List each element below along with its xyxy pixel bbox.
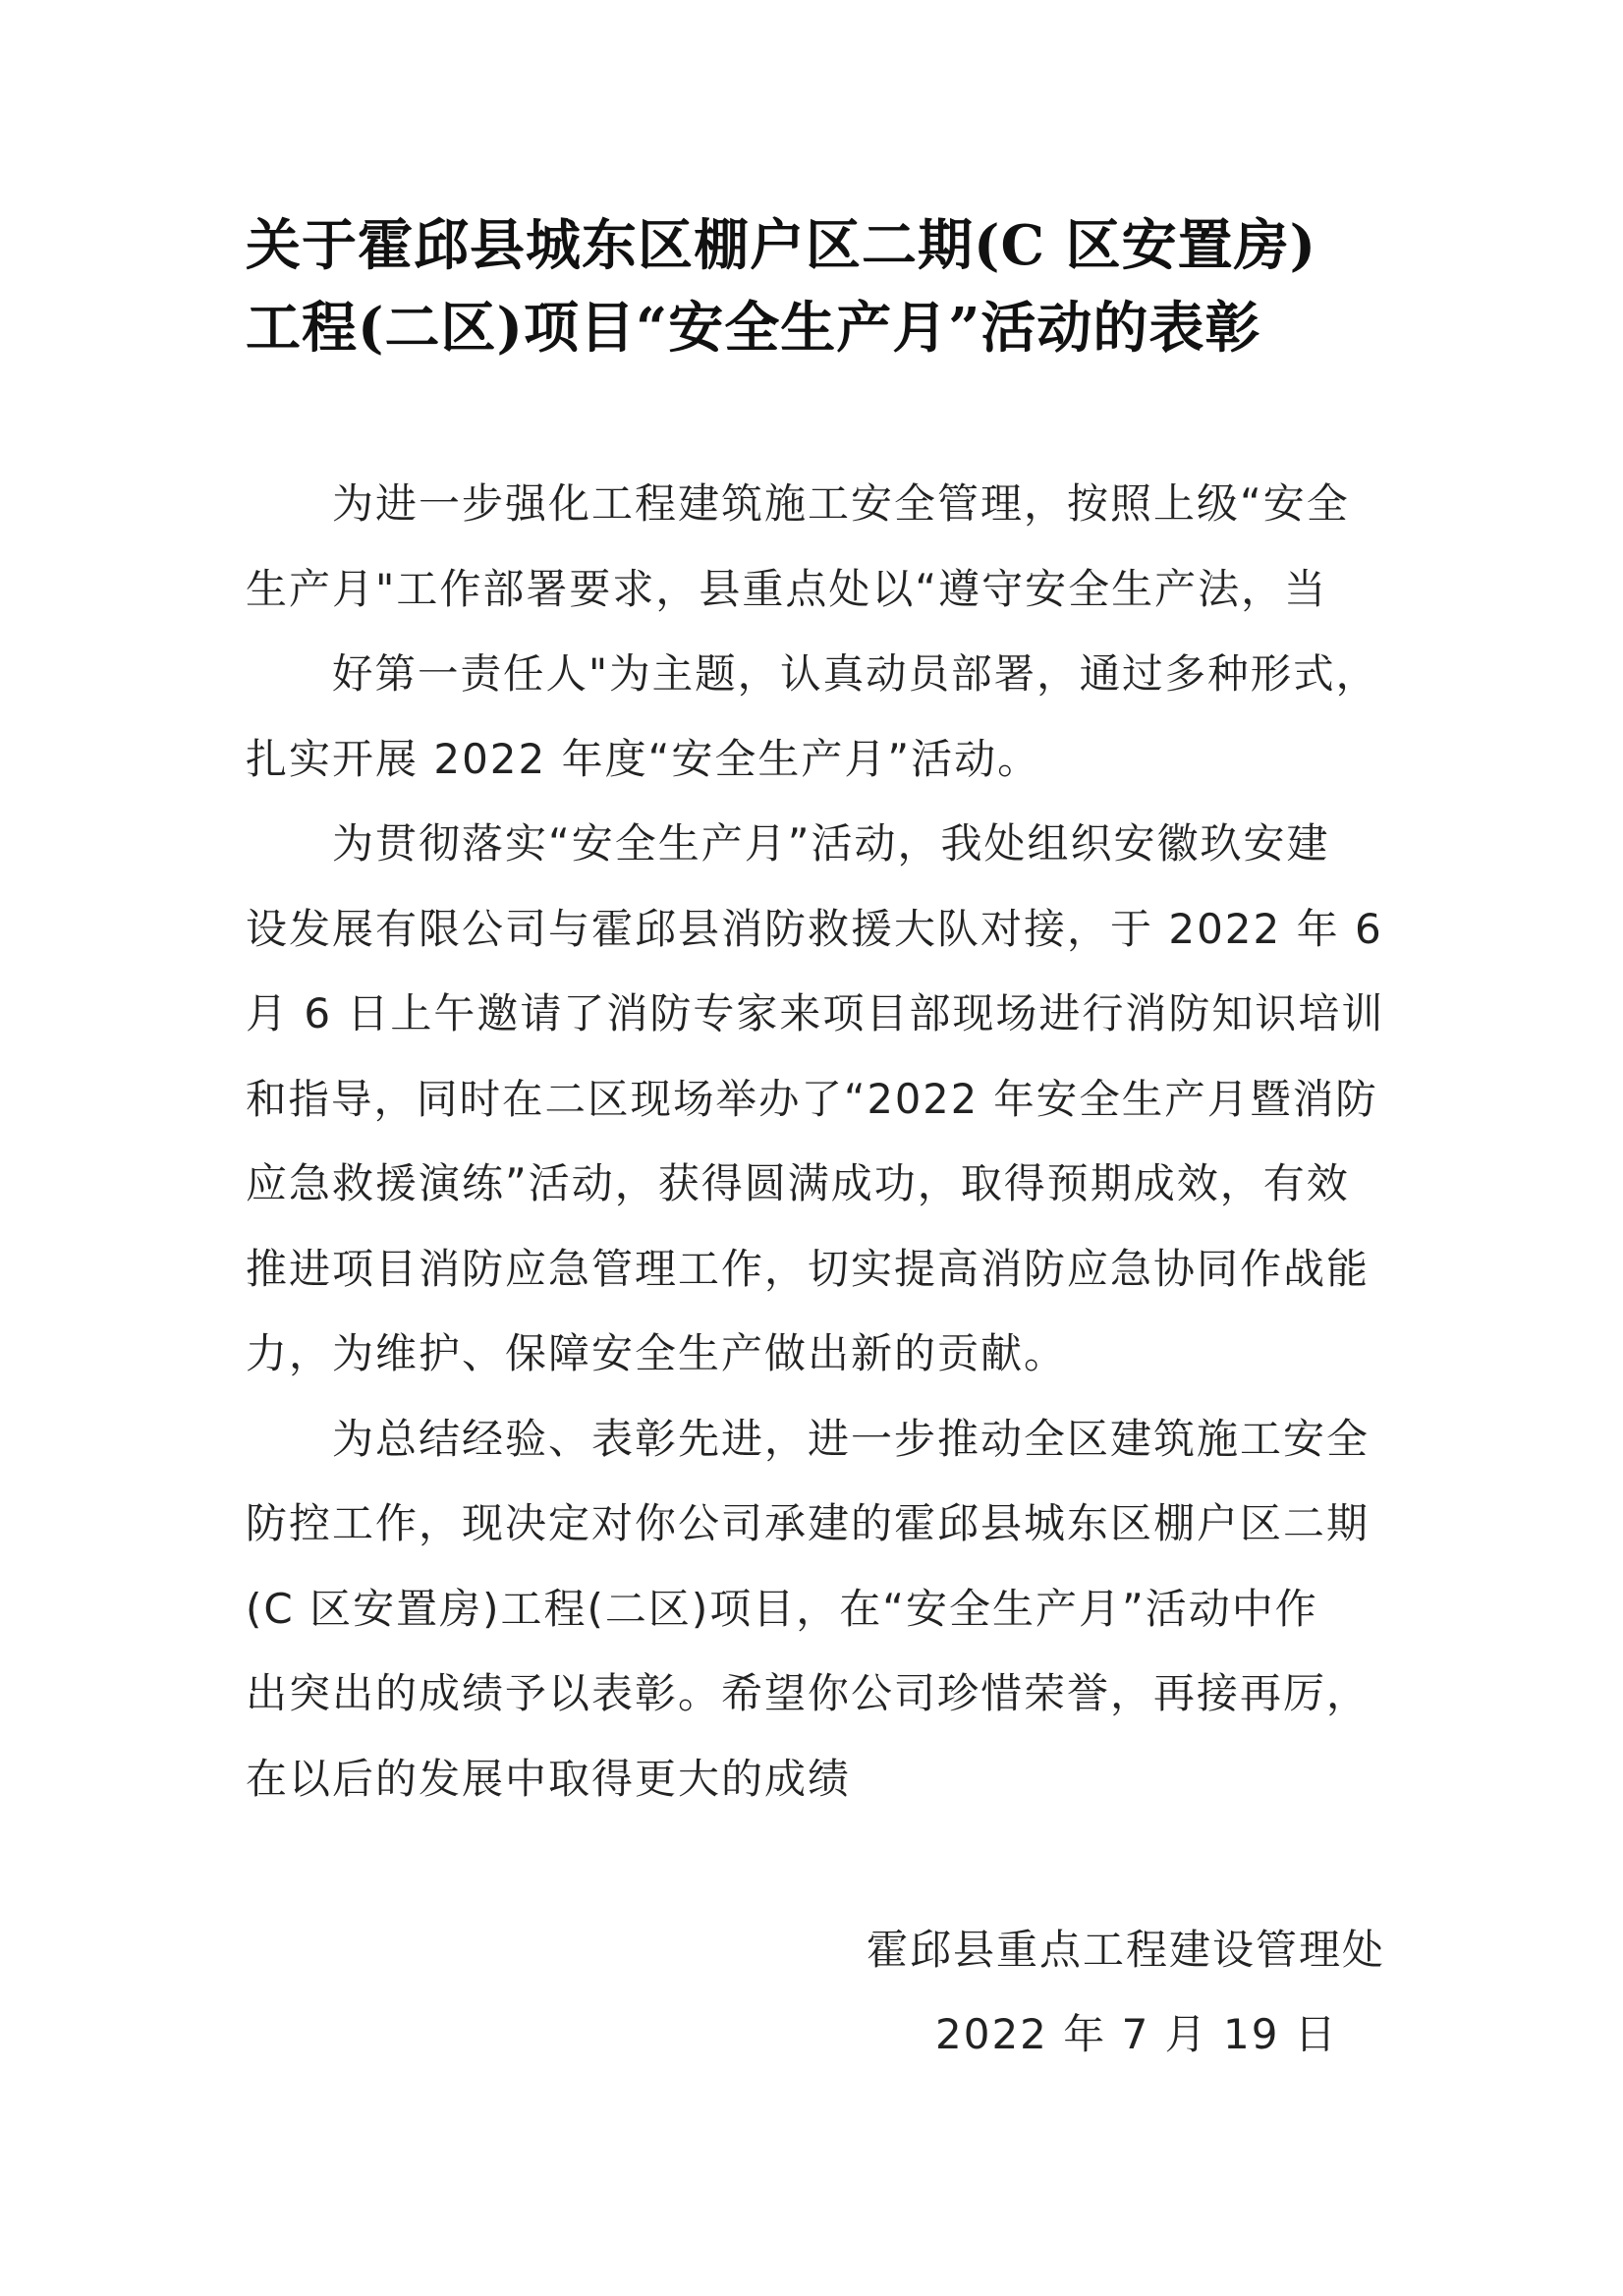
body-text-line: 防控工作，现决定对你公司承建的霍邱县城东区棚户区二期 bbox=[246, 1499, 1371, 1547]
body-text-line: 生产月"工作部署要求，县重点处以“遵守安全生产法，当 bbox=[246, 564, 1328, 613]
body-text-line: 月 6 日上午邀请了消防专家来项目部现场进行消防知识培训 bbox=[246, 989, 1385, 1037]
body-text-line: 好第一责任人"为主题，认真动员部署，通过多种形式， bbox=[332, 649, 1379, 698]
body-text-line: 推进项目消防应急管理工作，切实提高消防应急协同作战能 bbox=[246, 1244, 1371, 1293]
signature-block bbox=[855, 1908, 1385, 2077]
issue-date: 2022 年 7 月 19 日 bbox=[935, 2010, 1338, 2058]
body-text-line: 为总结经验、表彰先进，进一步推动全区建筑施工安全 bbox=[332, 1414, 1371, 1463]
document-body bbox=[246, 462, 1385, 1821]
body-text-line: 扎实开展 2022 年度“安全生产月”活动。 bbox=[246, 734, 1041, 783]
body-text-line: 在以后的发展中取得更大的成绩 bbox=[246, 1754, 852, 1803]
body-text-line: 力，为维护、保障安全生产做出新的贡献。 bbox=[246, 1329, 1068, 1377]
body-text-line: (C 区安置房)工程(二区)项目，在“安全生产月”活动中作 bbox=[246, 1584, 1318, 1633]
document-title-line: 工程(二区)项目“安全生产月”活动的表彰 bbox=[246, 296, 1261, 361]
body-text-line: 设发展有限公司与霍邱县消防救援大队对接，于 2022 年 6 bbox=[246, 904, 1383, 953]
body-text-line: 出突出的成绩予以表彰。希望你公司珍惜荣誉，再接再厉， bbox=[246, 1669, 1371, 1717]
body-text-line: 为进一步强化工程建筑施工安全管理，按照上级“安全 bbox=[332, 479, 1350, 528]
body-text-line: 应急救援演练”活动，获得圆满成功，取得预期成效，有效 bbox=[246, 1159, 1350, 1207]
body-text-line: 为贯彻落实“安全生产月”活动，我处组织安徽玖安建 bbox=[332, 819, 1330, 868]
issuing-organization: 霍邱县重点工程建设管理处 bbox=[866, 1926, 1385, 1974]
document-title-line: 关于霍邱县城东区棚户区二期(C 区安置房) bbox=[246, 213, 1317, 278]
body-text-line: 和指导，同时在二区现场举办了“2022 年安全生产月暨消防 bbox=[246, 1074, 1378, 1123]
document-title bbox=[246, 204, 1385, 369]
